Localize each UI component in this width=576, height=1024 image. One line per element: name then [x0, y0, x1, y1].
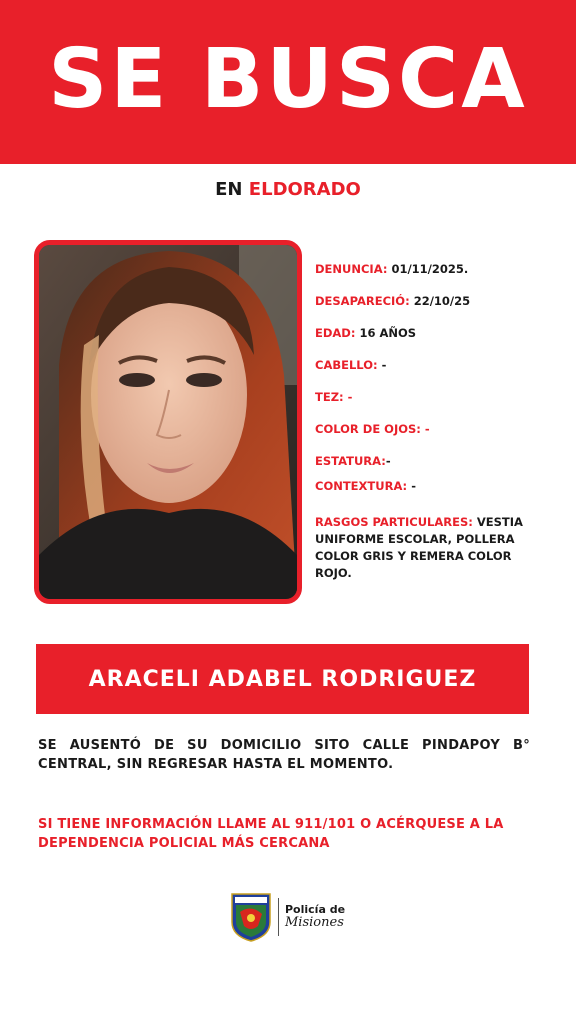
- detail-label: CABELLO:: [315, 358, 378, 372]
- detail-value: -: [411, 479, 416, 493]
- poster-title: SE BUSCA: [48, 32, 528, 127]
- detail-value: 22/10/25: [413, 294, 471, 308]
- detail-cabello: [315, 358, 386, 372]
- header-banner: [0, 0, 576, 164]
- detail-value: -: [424, 422, 430, 436]
- detail-value: 01/11/2025.: [391, 262, 469, 276]
- detail-desaparecio: [315, 294, 470, 308]
- detail-value: VESTIA UNIFORME ESCOLAR, POLLERA COLOR GRIS Y REMERA COLOR ROJO.: [315, 515, 523, 580]
- detail-value: -: [347, 390, 353, 404]
- location-prefix: EN: [215, 179, 243, 200]
- detail-edad: [315, 326, 416, 340]
- portrait-photo-icon: [39, 245, 297, 599]
- detail-contextura: [315, 479, 416, 493]
- detail-label: DENUNCIA:: [315, 262, 388, 276]
- detail-value: -: [381, 358, 387, 372]
- person-name: ARACELI ADABEL RODRIGUEZ: [88, 666, 477, 692]
- detail-value: -: [385, 454, 391, 468]
- detail-tez: [315, 390, 352, 404]
- detail-rasgos: [315, 514, 537, 582]
- detail-label: TEZ:: [315, 390, 344, 404]
- detail-label: COLOR DE OJOS:: [315, 422, 421, 436]
- location-name: ELDORADO: [248, 179, 361, 200]
- footer-logo: [230, 892, 345, 942]
- detail-label: CONTEXTURA:: [315, 479, 408, 493]
- contact-info-text: SI TIENE INFORMACIÓN LLAME AL 911/101 O ACÉRQUESE A LA DEPENDENCIA POLICIAL MÁS CERCANA: [38, 817, 504, 851]
- person-photo: [34, 240, 302, 604]
- footer-line1: Policía de: [285, 902, 346, 916]
- footer-text: [285, 904, 345, 930]
- detail-label: RASGOS PARTICULARES:: [315, 515, 473, 529]
- description-text: SE AUSENTÓ DE SU DOMICILIO SITO CALLE PINDAPOY B° CENTRAL, SIN REGRESAR HASTA EL MOMENTO.: [38, 738, 530, 772]
- detail-color-ojos: [315, 422, 430, 436]
- detail-denuncia: [315, 262, 468, 276]
- detail-label: EDAD:: [315, 326, 356, 340]
- location-subtitle: [0, 179, 576, 200]
- footer-line2: Misiones: [285, 914, 344, 930]
- detail-label: DESAPARECIÓ:: [315, 294, 410, 308]
- name-banner: [36, 644, 529, 714]
- footer-divider: [278, 898, 279, 936]
- detail-value: 16 AÑOS: [359, 326, 417, 340]
- police-shield-icon: [230, 892, 272, 942]
- detail-label: ESTATURA:: [315, 454, 386, 468]
- detail-estatura: [315, 454, 391, 468]
